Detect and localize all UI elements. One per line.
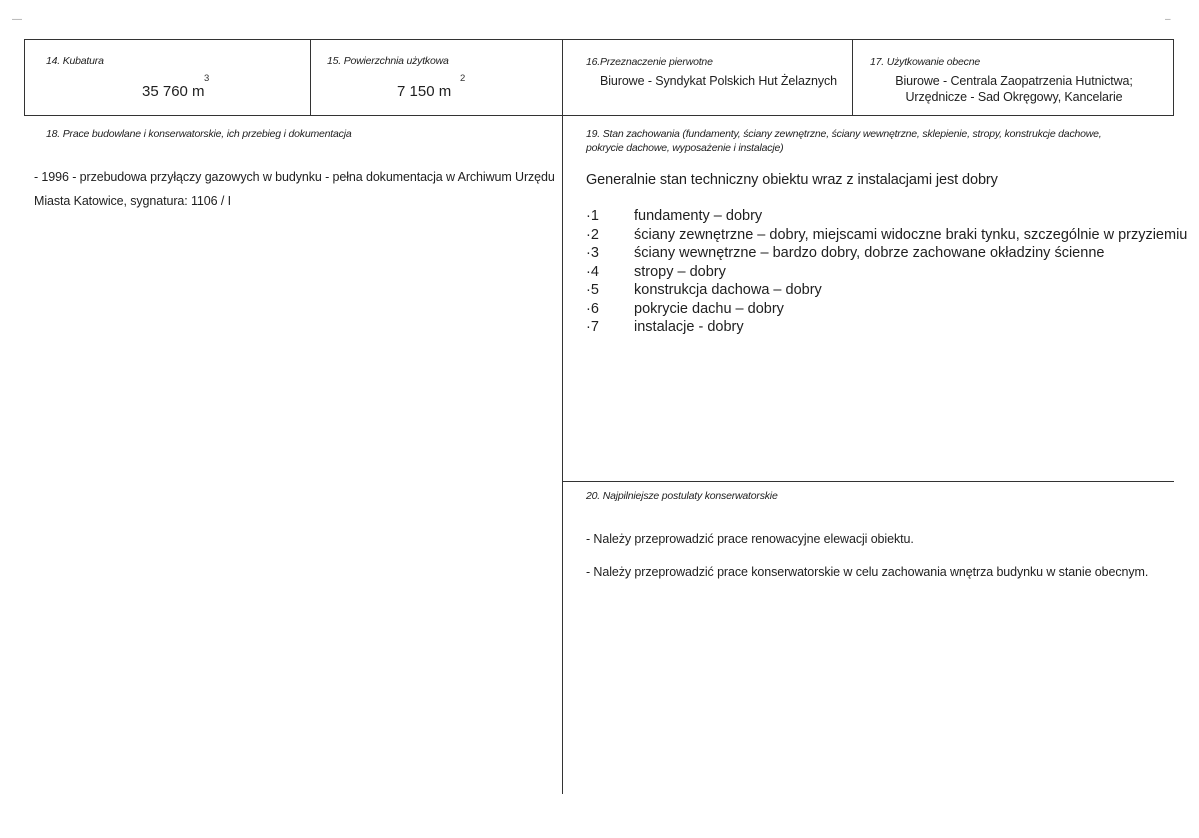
field-15-value: 7 150 m <box>397 83 452 100</box>
left-border <box>24 39 25 116</box>
list-item-text: stropy – dobry <box>634 263 726 280</box>
field-14-unit-sup: 3 <box>204 73 210 84</box>
row-divider <box>24 115 1174 116</box>
list-item-number: ·1 <box>586 208 599 224</box>
field-15-label: 15. Powierzchnia użytkowa <box>327 55 449 67</box>
field-19-label-line1: 19. Stan zachowania (fundamenty, ściany zewnętrzne, ściany wewnętrzne, sklepienie, stropy, konstrukcje dachowe, <box>586 128 1102 140</box>
list-item <box>586 263 1187 282</box>
list-item-number: ·3 <box>586 245 599 261</box>
col-divider-main <box>562 39 563 794</box>
field-14-value: 35 760 m <box>142 83 205 100</box>
list-item-number: ·4 <box>586 263 599 280</box>
field-16-value: Biurowe - Syndykat Polskich Hut Żelaznych <box>600 74 837 88</box>
condition-list <box>586 207 1187 337</box>
corner-mark-left: — <box>12 14 22 25</box>
field-18-text-line1: - 1996 - przebudowa przyłączy gazowych w budynku - pełna dokumentacja w Archiwum Urzędu <box>34 170 555 184</box>
list-item <box>586 226 1187 245</box>
list-item-text: instalacje - dobry <box>634 319 744 335</box>
list-item-text: ściany zewnętrzne – dobry, miejscami widoczne braki tynku, szczególnie w przyziemiu <box>634 226 1188 243</box>
field-14-label: 14. Kubatura <box>46 55 104 67</box>
field-20-text-line1: - Należy przeprowadzić prace renowacyjne elewacji obiektu. <box>586 532 914 546</box>
list-item-text: pokrycie dachu – dobry <box>634 300 784 317</box>
list-item <box>586 318 1187 337</box>
list-item-text: ściany wewnętrzne – bardzo dobry, dobrze zachowane okładziny ścienne <box>634 245 1105 261</box>
field-19-summary: Generalnie stan techniczny obiektu wraz z instalacjami jest dobry <box>586 172 998 188</box>
section-divider-20 <box>562 481 1174 482</box>
field-16-label: 16.Przeznaczenie pierwotne <box>586 56 713 68</box>
field-17-value-line1: Biurowe - Centrala Zaopatrzenia Hutnictwa; <box>895 74 1133 88</box>
list-item <box>586 300 1187 319</box>
list-item <box>586 207 1187 226</box>
list-item-number: ·6 <box>586 300 599 317</box>
list-item <box>586 281 1187 300</box>
field-20-label: 20. Najpilniejsze postulaty konserwatorskie <box>586 490 778 502</box>
field-18-text-line2: Miasta Katowice, sygnatura: 1106 / I <box>34 194 231 208</box>
field-15-unit-sup: 2 <box>460 73 466 84</box>
top-border <box>24 39 1174 40</box>
list-item-number: ·7 <box>586 319 599 335</box>
right-border <box>1173 39 1174 116</box>
col-divider-14-15 <box>310 39 311 116</box>
field-20-text-line2: - Należy przeprowadzić prace konserwatorskie w celu zachowania wnętrza budynku w stanie obecnym. <box>586 565 1149 579</box>
field-19-label-line2: pokrycie dachowe, wyposażenie i instalacje) <box>586 142 784 154</box>
list-item <box>586 244 1187 263</box>
list-item-text: fundamenty – dobry <box>634 208 763 224</box>
field-17-label: 17. Użytkowanie obecne <box>870 56 981 68</box>
list-item-text: konstrukcja dachowa – dobry <box>634 282 822 298</box>
list-item-number: ·5 <box>586 282 599 298</box>
field-18-label: 18. Prace budowlane i konserwatorskie, ich przebieg i dokumentacja <box>46 128 352 140</box>
corner-mark-right: – <box>1165 14 1171 25</box>
col-divider-16-17 <box>852 39 853 116</box>
field-17-value-line2: Urzędnicze - Sad Okręgowy, Kancelarie <box>905 90 1123 104</box>
list-item-number: ·2 <box>586 226 599 243</box>
